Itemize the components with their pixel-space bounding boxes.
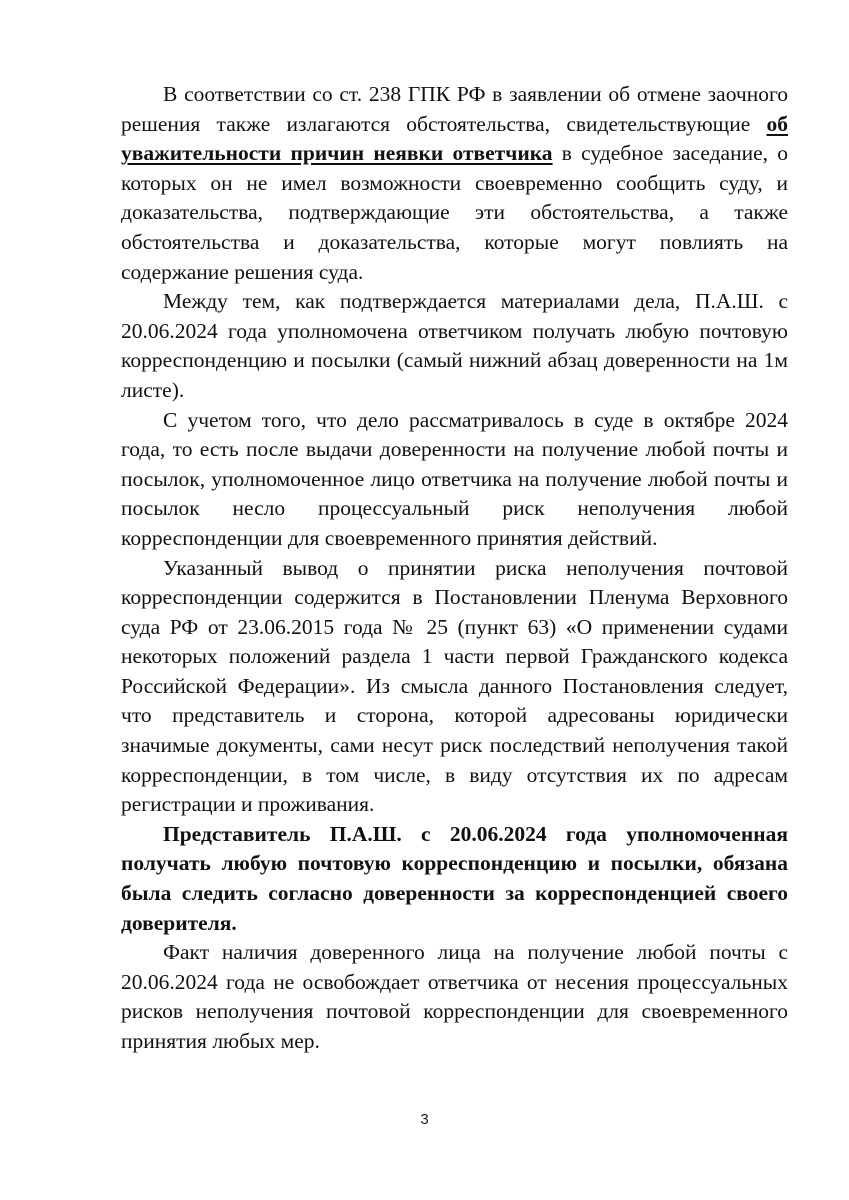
paragraph-6: Факт наличия доверенного лица на получение любой почты с 20.06.2024 года не освобождает ответчика от несения процессуальных рисков неполучения почтовой корреспонденции для своевременного принятия любых мер. — [121, 940, 788, 1053]
emphasized-phrase: об уважительности причин неявки ответчика — [121, 111, 788, 166]
paragraph-1-rest: в судебное заседание, о которых он не имел возможности своевременно сообщить суду, и доказательства, подтверждающие эти обстоятельства, а также обстоятельства и доказательства, которые могут повлиять на содержание решения суда. — [121, 141, 788, 284]
paragraph-1-intro: В соответствии со ст. 238 ГПК РФ в заявлении об отмене заочного решения также излагаются обстоятельства, свидетельствующие — [121, 82, 788, 136]
page-number: 3 — [420, 1111, 429, 1128]
paragraph-4: Указанный вывод о принятии риска неполучения почтовой корреспонденции содержится в Постановлении Пленума Верховного суда РФ от 23.06.2015 года № 25 (пункт 63) «О применении судами некоторых положений раздела 1 части первой Гражданского кодекса Российской Федерации». Из смысла данного Постановления следует, что представитель и сторона, которой адресованы юридически значимые документы, сами несут риск последствий неполучения такой корреспонденции, в том числе, в виду отсутствия их по адресам регистрации и проживания. — [121, 555, 788, 817]
paragraph-1 — [121, 80, 788, 287]
paragraph-3: С учетом того, что дело рассматривалось в суде в октябре 2024 года, то есть после выдачи доверенности на получение любой почты и посылок, уполномоченное лицо ответчика на получение любой почты и посылок несло процессуальный риск неполучения любой корреспонденции для своевременного принятия действий. — [121, 407, 788, 550]
paragraph-5-bold: Представитель П.А.Ш. с 20.06.2024 года уполномоченная получать любую почтовую корреспонденцию и посылки, обязана была следить согласно доверенности за корреспонденцией своего доверителя. — [121, 821, 788, 935]
document-body — [121, 80, 788, 1057]
paragraph-2: Между тем, как подтверждается материалами дела, П.А.Ш. с 20.06.2024 года уполномочена ответчиком получать любую почтовую корреспонденцию и посылки (самый нижний абзац доверенности на 1м листе). — [121, 289, 788, 402]
